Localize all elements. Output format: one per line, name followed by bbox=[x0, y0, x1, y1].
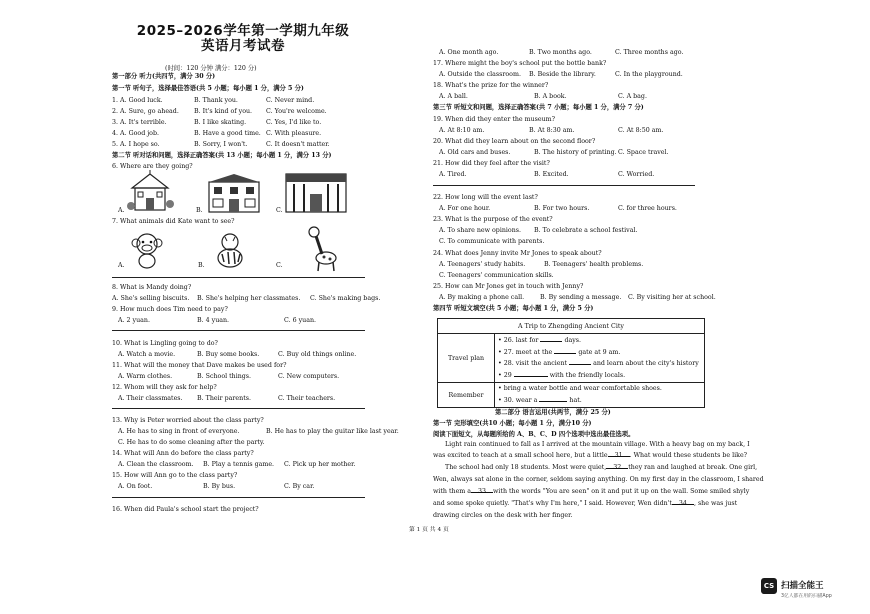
q20-a: A. Old cars and buses. bbox=[439, 149, 511, 156]
q7-label-a: A. bbox=[118, 262, 125, 269]
q22-c: C. for three hours. bbox=[618, 205, 677, 212]
q21-c: C. Worried. bbox=[618, 171, 655, 178]
q10-text: 10. What is Lingling going to do? bbox=[112, 340, 218, 347]
q2-b: B. It's kind of you. bbox=[194, 108, 253, 115]
q19-text: 19. When did they enter the museum? bbox=[433, 116, 556, 123]
q8-text: 8. What is Mandy doing? bbox=[112, 284, 192, 291]
q20-text: 20. What did they learn about on the second floor? bbox=[433, 138, 596, 145]
para2-line2: Wen, always sat alone in the corner, seldom saying anything. On my first day in the classroom, I shared bbox=[433, 476, 764, 483]
title-line-2: 英语月考试卷 bbox=[201, 38, 285, 54]
divider bbox=[112, 277, 365, 278]
q16-b: B. Two months ago. bbox=[529, 49, 592, 56]
q20-b: B. The history of printing. bbox=[534, 149, 617, 156]
table-title: A Trip to Zhengding Ancient City bbox=[438, 319, 705, 334]
q1-a: 1. A. Good luck. bbox=[112, 97, 163, 104]
q5-a: 5. A. I hope so. bbox=[112, 141, 160, 148]
blank-33[interactable]: 33 bbox=[471, 486, 493, 493]
blank-27[interactable] bbox=[554, 347, 576, 354]
q21-text: 21. How did they feel after the visit? bbox=[433, 160, 550, 167]
q4-c: C. With pleasure. bbox=[266, 130, 322, 137]
q9-c: C. 6 yuan. bbox=[284, 317, 317, 324]
part2-heading: 第二部分 语言运用(共两节，满分 25 分) bbox=[495, 409, 611, 416]
divider bbox=[112, 330, 365, 331]
q2-c: C. You're welcome. bbox=[266, 108, 327, 115]
q2-a: 2. A. Sure, go ahead. bbox=[112, 108, 179, 115]
q11-c: C. New computers. bbox=[278, 373, 340, 380]
q8-b: B. She's helping her classmates. bbox=[197, 295, 301, 302]
q7-text: 7. What animals did Kate want to see? bbox=[112, 218, 235, 225]
blank-31[interactable]: 31 bbox=[608, 450, 630, 457]
q17-text: 17. Where might the boy's school put the bottle bank? bbox=[433, 60, 607, 67]
q9-b: B. 4 yuan. bbox=[197, 317, 230, 324]
q21-a: A. Tired. bbox=[439, 171, 467, 178]
q12-b: B. Their parents. bbox=[197, 395, 251, 402]
remember-items bbox=[495, 383, 705, 408]
q21-b: B. Excited. bbox=[534, 171, 569, 178]
blank-34[interactable]: 34 bbox=[672, 498, 694, 505]
q15-b: B. By bus. bbox=[203, 483, 236, 490]
q9-a: A. 2 yuan. bbox=[118, 317, 150, 324]
q1-c: C. Never mind. bbox=[266, 97, 315, 104]
q6-label-b: B. bbox=[196, 207, 203, 214]
q14-text: 14. What will Ann do before the class party? bbox=[112, 450, 254, 457]
q12-text: 12. Whom will they ask for help? bbox=[112, 384, 217, 391]
section1-heading: 第一节 听句子，选择最佳答语(共 5 小题；每小题 1 分，满分 5 分) bbox=[112, 85, 304, 92]
divider bbox=[433, 185, 695, 186]
page-number: 第 1 页 共 4 页 bbox=[409, 527, 449, 533]
school-picture bbox=[126, 170, 174, 214]
q22-b: B. For two hours. bbox=[534, 205, 590, 212]
q15-text: 15. How will Ann go to the class party? bbox=[112, 472, 238, 479]
blank-32[interactable]: 32 bbox=[606, 462, 628, 469]
para2-line3: with them a 33 with the words "You are seen" on it and put it up on the wall. Some smiled shyly bbox=[433, 488, 750, 495]
q18-text: 18. What's the prize for the winner? bbox=[433, 82, 549, 89]
q24-text: 24. What does Jenny invite Mr Jones to speak about? bbox=[433, 250, 602, 257]
q14-a: A. Clean the classroom. bbox=[118, 461, 194, 468]
q23-b: B. To celebrate a school festival. bbox=[534, 227, 638, 234]
item-26: • 26. last for days. bbox=[498, 337, 582, 344]
q15-c: C. By car. bbox=[284, 483, 315, 490]
divider bbox=[112, 497, 365, 498]
q15-a: A. On foot. bbox=[118, 483, 153, 490]
cloze-instruction: 阅读下面短文，从每题所给的 A、B、C、D 四个选项中选出最佳选项。 bbox=[433, 431, 635, 438]
q25-b: B. By sending a message. bbox=[540, 294, 622, 301]
camscanner-tagline: 3亿人都在用的扫描App bbox=[781, 594, 832, 599]
blank-30[interactable] bbox=[539, 395, 567, 402]
q5-c: C. It doesn't matter. bbox=[266, 141, 330, 148]
q3-a: 3. A. It's terrible. bbox=[112, 119, 167, 126]
q4-a: 4. A. Good job. bbox=[112, 130, 160, 137]
q10-a: A. Watch a movie. bbox=[118, 351, 176, 358]
section3-heading: 第三节 听短文和问题，选择正确答案(共 7 小题；每小题 1 分，满分 7 分) bbox=[433, 104, 644, 111]
q23-text: 23. What is the purpose of the event? bbox=[433, 216, 553, 223]
item-30: • 30. wear a hat. bbox=[498, 396, 582, 404]
q6-label-c: C. bbox=[276, 207, 283, 214]
q5-b: B. Sorry, I won't. bbox=[194, 141, 248, 148]
q25-c: C. By visiting her at school. bbox=[628, 294, 716, 301]
library-picture bbox=[284, 172, 348, 214]
q8-c: C. She's making bags. bbox=[310, 295, 381, 302]
q13-c: C. He has to do some cleaning after the party. bbox=[118, 439, 265, 446]
para1-line2: was excited to teach at a small school here, but a little 31 . What would these students be like? bbox=[433, 452, 748, 459]
q14-b: B. Play a tennis game. bbox=[203, 461, 275, 468]
blank-28[interactable] bbox=[569, 358, 591, 365]
travel-plan-items bbox=[495, 334, 705, 383]
q10-c: C. Buy old things online. bbox=[278, 351, 357, 358]
title-line-1: 2025–2026学年第一学期九年级 bbox=[136, 23, 350, 39]
camscanner-logo-icon: CS bbox=[761, 578, 777, 594]
q24-b: B. Teenagers' health problems. bbox=[544, 261, 644, 268]
remember-item: • bring a water bottle and wear comfortable shoes. bbox=[498, 385, 662, 392]
exam-title bbox=[128, 24, 358, 54]
para2-line4: and some spoke quietly. "That's why I'm here," I said. However, Wen didn't 34 , she was just bbox=[433, 500, 738, 507]
q16-a: A. One month ago. bbox=[439, 49, 499, 56]
part1-heading: 第一部分 听力(共四节，满分 30 分) bbox=[112, 73, 216, 80]
divider bbox=[112, 408, 365, 409]
giraffe-picture bbox=[302, 226, 342, 272]
q18-b: B. A book. bbox=[534, 93, 567, 100]
q6-label-a: A. bbox=[118, 207, 125, 214]
q25-a: A. By making a phone call. bbox=[439, 294, 525, 301]
q17-c: C. In the playground. bbox=[615, 71, 683, 78]
para1-line1: Light rain continued to fall as I arrived at the mountain village. With a heavy bag on my back, I bbox=[445, 441, 750, 448]
q19-a: A. At 8:10 am. bbox=[439, 127, 485, 134]
q7-label-b: B. bbox=[198, 262, 205, 269]
q3-c: C. Yes, I'd like to. bbox=[266, 119, 322, 126]
q23-a: A. To share new opinions. bbox=[439, 227, 521, 234]
q7-label-c: C. bbox=[276, 262, 283, 269]
item-29: • 29 with the friendly locals. bbox=[498, 371, 626, 379]
q17-a: A. Outside the classroom. bbox=[439, 71, 521, 78]
tiger-picture bbox=[210, 232, 250, 270]
para2-line5: drawing circles on the desk with her finger. bbox=[433, 512, 573, 519]
q24-c: C. Teenagers' communication skills. bbox=[439, 272, 554, 279]
remember-label: Remember bbox=[438, 383, 495, 408]
q23-c: C. To communicate with parents. bbox=[439, 238, 545, 245]
q18-a: A. A ball. bbox=[439, 93, 468, 100]
q4-b: B. Have a good time. bbox=[194, 130, 261, 137]
q10-b: B. Buy some books. bbox=[197, 351, 260, 358]
q16-c: C. Three months ago. bbox=[615, 49, 684, 56]
q16-text: 16. When did Paula's school start the project? bbox=[112, 506, 259, 513]
q19-c: C. At 8:50 am. bbox=[618, 127, 664, 134]
q11-text: 11. What will the money that Dave makes be used for? bbox=[112, 362, 287, 369]
q13-text: 13. Why is Peter worried about the class party? bbox=[112, 417, 264, 424]
q24-a: A. Teenagers' study habits. bbox=[439, 261, 526, 268]
q13-a: A. He has to sing in front of everyone. bbox=[118, 428, 240, 435]
q22-text: 22. How long will the event last? bbox=[433, 194, 538, 201]
para2-line1: The school had only 18 students. Most were quiet, 32 they ran and laughed at break. One girl, bbox=[445, 464, 758, 471]
q20-c: C. Space travel. bbox=[618, 149, 669, 156]
q25-text: 25. How can Mr Jones get in touch with Jenny? bbox=[433, 283, 584, 290]
q17-b: B. Beside the library. bbox=[529, 71, 596, 78]
section2-heading: 第二节 听对话和问题，选择正确答案(共 13 小题；每小题 1 分，满分 13 分) bbox=[112, 152, 332, 159]
q19-b: B. At 8:30 am. bbox=[529, 127, 575, 134]
blank-26[interactable] bbox=[540, 335, 562, 342]
table-title-row bbox=[438, 319, 705, 334]
q12-a: A. Their classmates. bbox=[118, 395, 183, 402]
section4-heading: 第四节 听短文填空(共 5 小题；每小题 1 分，满分 5 分) bbox=[433, 305, 594, 312]
table-row bbox=[438, 334, 705, 383]
exam-meta: (时间：120 分钟 满分：120 分) bbox=[165, 65, 257, 72]
q14-c: C. Pick up her mother. bbox=[284, 461, 356, 468]
trip-table bbox=[437, 318, 705, 408]
q12-c: C. Their teachers. bbox=[278, 395, 336, 402]
table-row bbox=[438, 383, 705, 408]
q9-text: 9. How much does Tim need to pay? bbox=[112, 306, 228, 313]
q18-c: C. A bag. bbox=[618, 93, 647, 100]
cloze-heading: 第一节 完形填空(共10 小题；每小题 1 分，满分10 分) bbox=[433, 420, 592, 427]
q3-b: B. I like skating. bbox=[194, 119, 247, 126]
q22-a: A. For one hour. bbox=[439, 205, 491, 212]
q11-b: B. School things. bbox=[197, 373, 252, 380]
camscanner-name: 扫描全能王 bbox=[781, 581, 824, 591]
item-28: • 28. visit the ancient and learn about the city's history bbox=[498, 360, 699, 367]
q6-text: 6. Where are they going? bbox=[112, 163, 193, 170]
q13-b: B. He has to play the guitar like last year. bbox=[266, 428, 399, 435]
blank-29[interactable] bbox=[514, 370, 548, 377]
shop-building-picture bbox=[205, 172, 263, 214]
travel-plan-label: Travel plan bbox=[438, 334, 495, 383]
q11-a: A. Warm clothes. bbox=[118, 373, 173, 380]
q1-b: B. Thank you. bbox=[194, 97, 238, 104]
q8-a: A. She's selling biscuits. bbox=[112, 295, 190, 302]
monkey-picture bbox=[130, 230, 164, 270]
item-27: • 27. meet at the gate at 9 am. bbox=[498, 348, 621, 356]
